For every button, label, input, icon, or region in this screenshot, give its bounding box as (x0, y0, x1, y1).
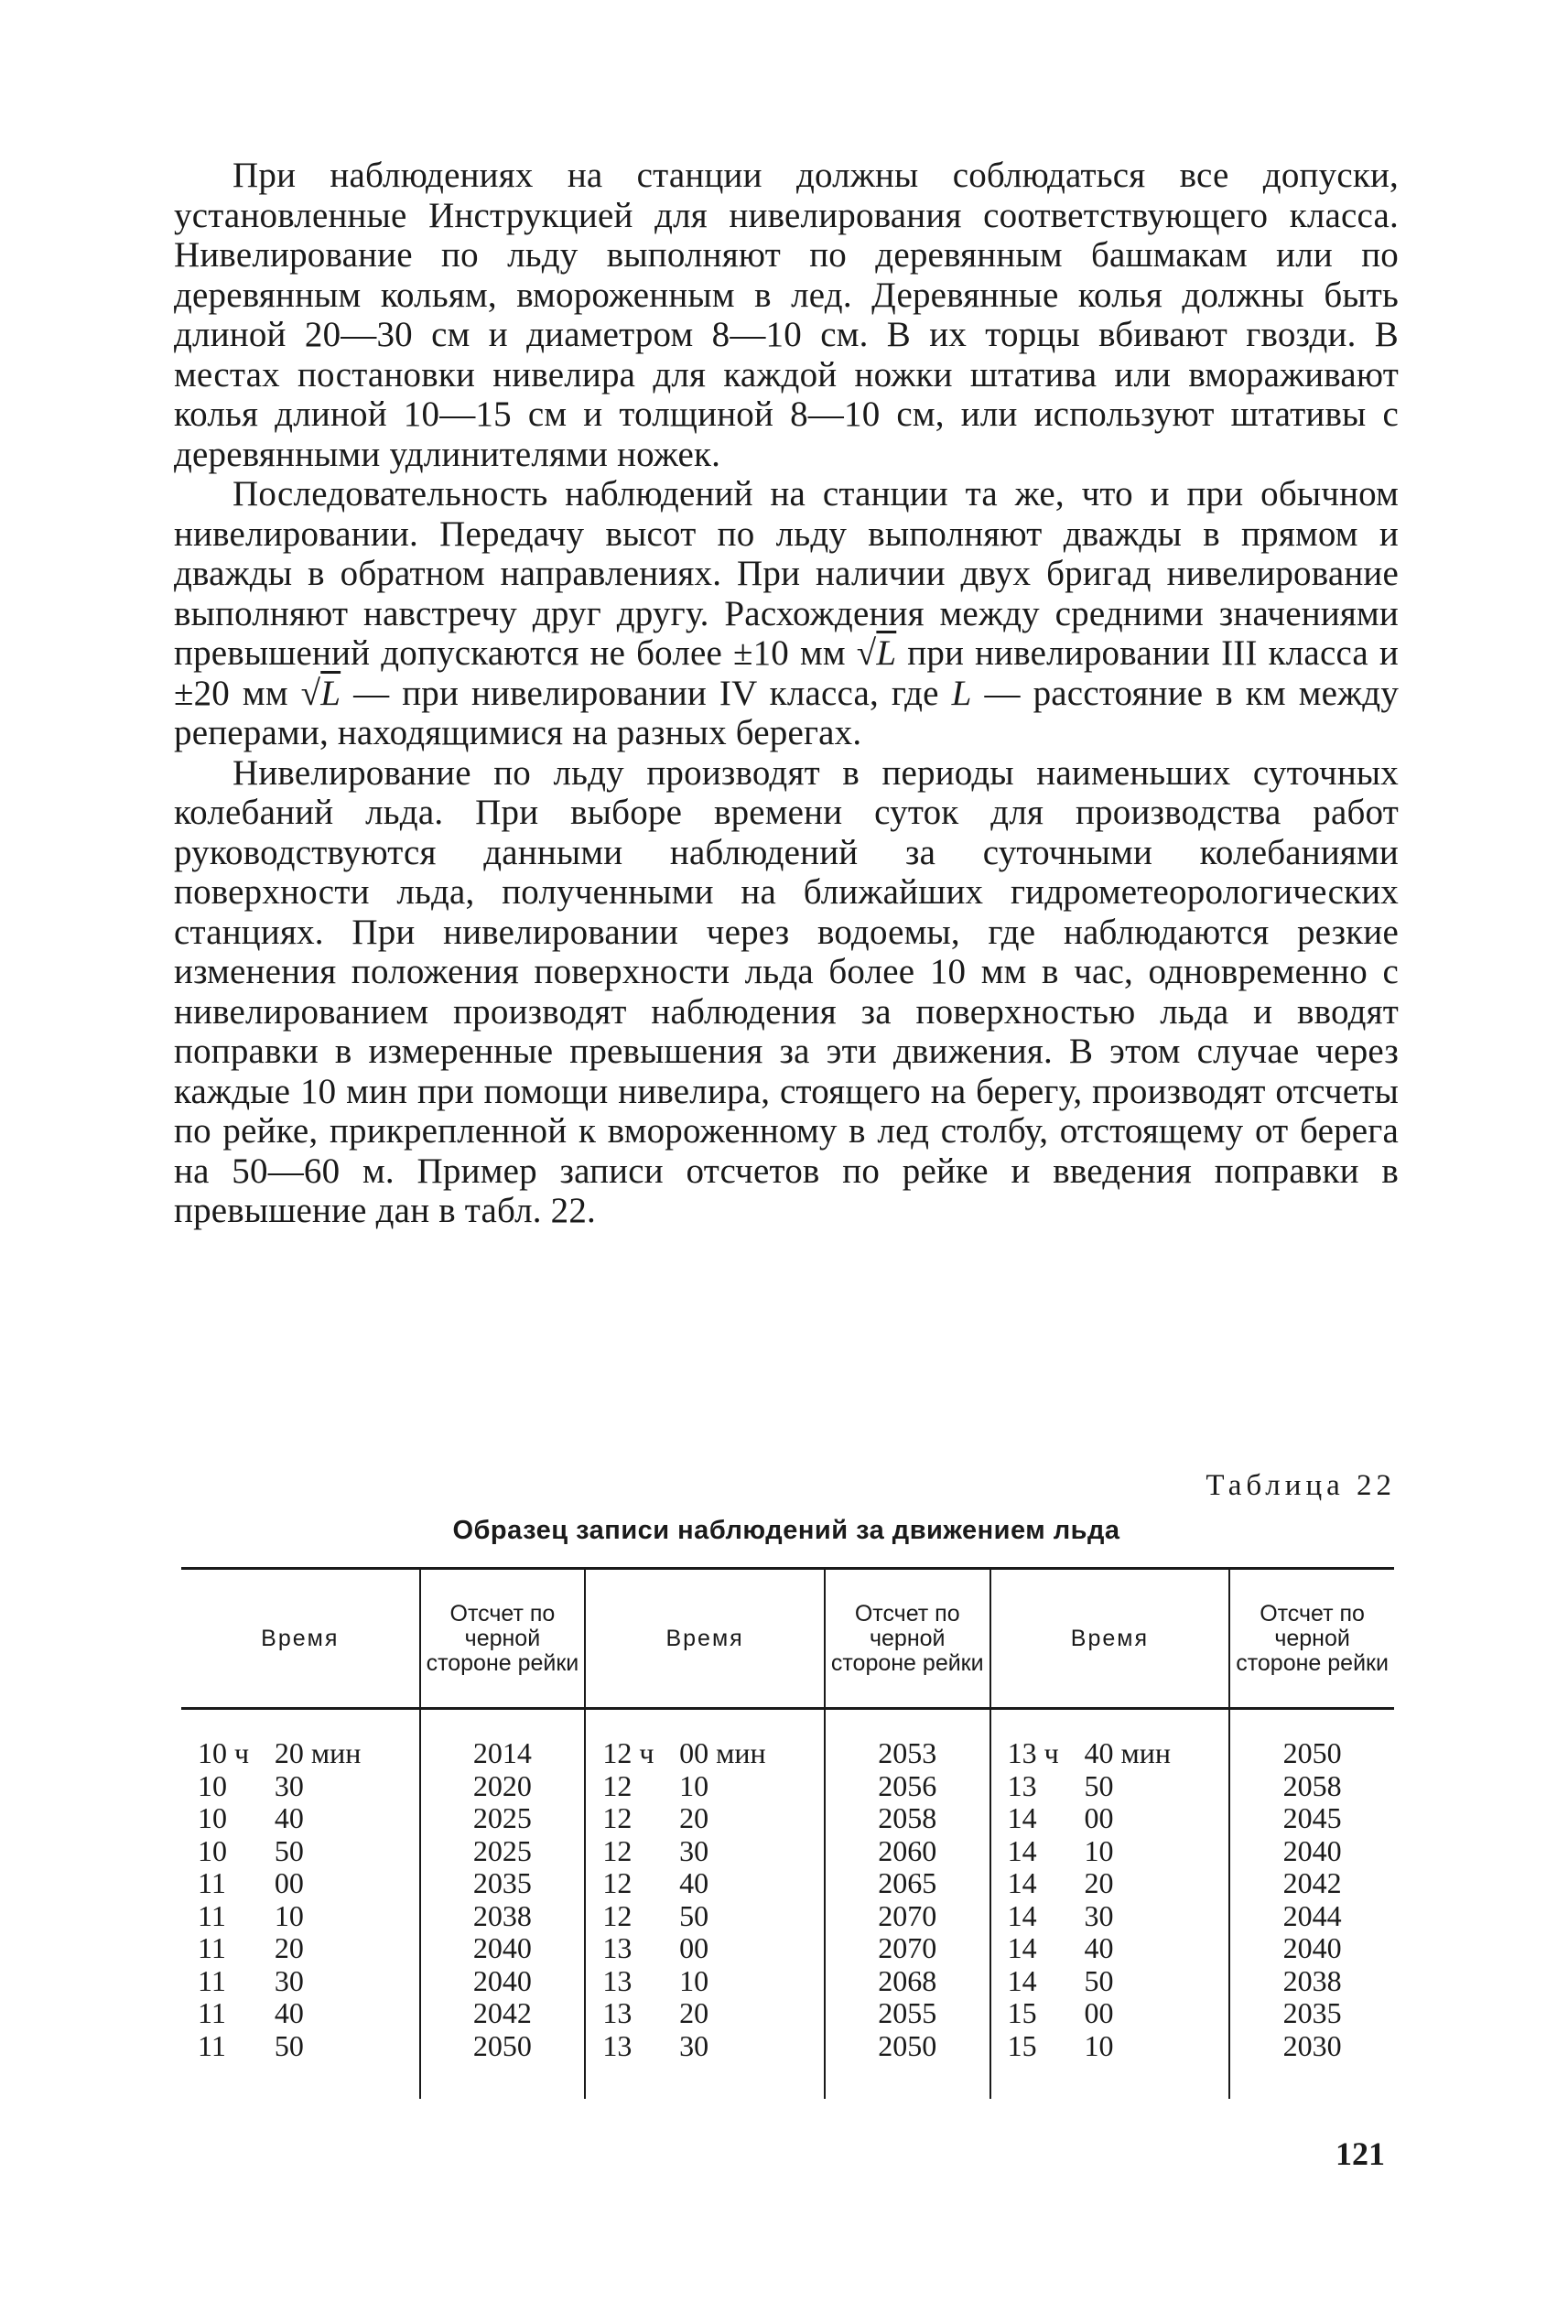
cell-minute-col3: 20 (1084, 1867, 1229, 1900)
header-reading-1: Отсчет по черной стороне рейки (420, 1569, 586, 1709)
cell-reading-col2: 2070 (825, 1932, 990, 1965)
paragraph-2-part-c: — при нивелировании IV класса, где (353, 673, 939, 713)
cell-hour-col1: 11 (198, 1996, 226, 2029)
variable-L: L (951, 673, 972, 713)
cell-reading-col2: 2050 (825, 2030, 990, 2100)
table-body (181, 1709, 1394, 2100)
cell-reading-col2: 2058 (825, 1802, 990, 1835)
cell-reading-col1: 2050 (420, 2030, 586, 2100)
cell-reading-col3: 2030 (1282, 2028, 1342, 2062)
cell-reading-col3: 2040 (1282, 1931, 1342, 1964)
paragraph-2-part-b: при нивелировании III класса и ±20 мм (174, 633, 1400, 713)
cell-minute-col2: 30 (679, 1835, 825, 1868)
cell-hour-col2: 12 (602, 1768, 633, 1802)
cell-hour-col2: 13 (602, 1963, 633, 1997)
cell-reading-col3: 2050 (1282, 1736, 1342, 1769)
cell-minute-col3: 00 (1084, 1802, 1229, 1835)
cell-reading-col1: 2025 (420, 1835, 586, 1868)
table-row (181, 1900, 1394, 1933)
sqrt-formula-2: √L (300, 673, 341, 713)
sqrt-formula-1: √L (856, 633, 897, 673)
table-row (181, 1709, 1394, 1770)
cell-hour-col2: 12 ч (602, 1736, 654, 1769)
cell-hour-col1: 10 (198, 1768, 227, 1802)
cell-minute-col1: 20 мин (275, 1709, 420, 1770)
cell-hour-col3: 14 (1007, 1963, 1037, 1997)
header-reading-2: Отсчет по черной стороне рейки (825, 1569, 990, 1709)
table-row (181, 1965, 1394, 1998)
cell-reading-col1: 2042 (420, 1997, 586, 2030)
cell-reading-col2: 2070 (825, 1900, 990, 1933)
cell-hour-col1: 11 (198, 1866, 226, 1899)
table-row (181, 1932, 1394, 1965)
cell-minute-col2: 30 (679, 2030, 825, 2100)
cell-minute-col1: 50 (275, 1835, 420, 1868)
cell-hour-col1: 11 (198, 1898, 226, 1932)
table-row (181, 1835, 1394, 1868)
cell-reading-col2: 2065 (825, 1867, 990, 1900)
cell-minute-col2: 10 (679, 1965, 825, 1998)
cell-minute-col1: 50 (275, 2030, 420, 2100)
cell-hour-col2: 12 (602, 1898, 633, 1932)
cell-hour-col1: 11 (198, 1931, 226, 1964)
cell-minute-col1: 40 (275, 1997, 420, 2030)
table-row (181, 1802, 1394, 1835)
cell-hour-col1: 10 (198, 1801, 227, 1834)
cell-hour-col3: 14 (1007, 1833, 1037, 1867)
cell-minute-col2: 20 (679, 1802, 825, 1835)
header-time-1: Время (181, 1569, 420, 1709)
cell-reading-col1: 2038 (420, 1900, 586, 1933)
cell-minute-col3: 10 (1084, 2030, 1229, 2100)
cell-minute-col1: 40 (275, 1802, 420, 1835)
body-text (174, 156, 1399, 1231)
header-time-3: Время (990, 1569, 1230, 1709)
cell-minute-col1: 00 (275, 1867, 420, 1900)
cell-hour-col3: 15 (1007, 2028, 1037, 2062)
cell-minute-col2: 00 мин (679, 1709, 825, 1770)
table-title: Образец записи наблюдений за движением льда (452, 1516, 1120, 1545)
cell-reading-col3: 2038 (1282, 1963, 1342, 1997)
cell-minute-col2: 20 (679, 1997, 825, 2030)
cell-reading-col3: 2058 (1282, 1768, 1342, 1802)
cell-reading-col2: 2053 (825, 1709, 990, 1770)
cell-hour-col3: 13 ч (1007, 1736, 1059, 1769)
cell-reading-col1: 2014 (420, 1709, 586, 1770)
paragraph-1: При наблюдениях на станции должны соблюдаться все допуски, установленные Инструкцией для нивелирования соответствующего класса. Нивелирование по льду выполняют по деревянным башмакам или по деревянным кольям, вмороженным в лед. Деревянные колья должны быть длиной 20—30 см и диаметром 8—10 см. В их торцы вбивают гвозди. В местах постановки нивелира для каждой ножки штатива или вмораживают колья длиной 10—15 см и толщиной 8—10 см, или используют штативы с деревянными удлинителями ножек. (174, 156, 1399, 474)
cell-minute-col3: 30 (1084, 1900, 1229, 1933)
cell-minute-col3: 00 (1084, 1997, 1229, 2030)
paragraph-2-part-a: Последовательность наблюдений на станции та же, что и при обычном нивелировании. Передачу высот по льду выполняют дважды в прямом и дважды в обратном направлениях. При наличии двух бригад нивелирование выполняют навстречу друг другу. Расхождения между средними значениями превышений допускаются не более ±10 мм (174, 474, 1399, 673)
cell-hour-col2: 12 (602, 1801, 633, 1834)
cell-reading-col3: 2040 (1282, 1833, 1342, 1867)
cell-minute-col1: 10 (275, 1900, 420, 1933)
cell-hour-col3: 14 (1007, 1898, 1037, 1932)
cell-minute-col1: 20 (275, 1932, 420, 1965)
table-row (181, 1997, 1394, 2030)
cell-reading-col2: 2056 (825, 1770, 990, 1803)
cell-hour-col3: 14 (1007, 1931, 1037, 1964)
cell-hour-col3: 13 (1007, 1768, 1037, 1802)
cell-hour-col1: 11 (198, 2028, 226, 2062)
cell-minute-col2: 00 (679, 1932, 825, 1965)
cell-minute-col1: 30 (275, 1770, 420, 1803)
cell-minute-col2: 40 (679, 1867, 825, 1900)
cell-hour-col3: 14 (1007, 1801, 1037, 1834)
cell-hour-col3: 15 (1007, 1996, 1037, 2029)
paragraph-3: Нивелирование по льду производят в периоды наименьших суточных колебаний льда. При выборе времени суток для производства работ руководствуются данными наблюдений за суточными колебаниями поверхности льда, полученными на ближайших гидрометеорологических станциях. При нивелировании через водоемы, где наблюдаются резкие изменения положения поверхности льда более 10 мм в час, одновременно с нивелированием производят наблюдения за поверхностью льда и вводят поправки в измеренные превышения за эти движения. В этом случае через каждые 10 мин при помощи нивелира, стоящего на берегу, производят отсчеты по рейке, прикрепленной к вмороженному в лед столбу, отстоящему от берега на 50—60 м. Пример записи отсчетов по рейке и введения поправки в превышение дан в табл. 22. (174, 752, 1399, 1230)
cell-reading-col2: 2060 (825, 1835, 990, 1868)
cell-hour-col2: 12 (602, 1833, 633, 1867)
cell-hour-col3: 14 (1007, 1866, 1037, 1899)
cell-minute-col3: 50 (1084, 1965, 1229, 1998)
cell-hour-col1: 10 (198, 1833, 227, 1867)
cell-hour-col1: 10 ч (198, 1736, 250, 1769)
header-time-2: Время (585, 1569, 825, 1709)
cell-reading-col1: 2040 (420, 1932, 586, 1965)
ice-movement-table (181, 1567, 1394, 2099)
cell-reading-col3: 2042 (1282, 1866, 1342, 1899)
cell-minute-col3: 40 мин (1084, 1709, 1229, 1770)
cell-hour-col1: 11 (198, 1963, 226, 1997)
cell-hour-col2: 13 (602, 1996, 633, 2029)
table-header-row (181, 1569, 1394, 1709)
cell-minute-col3: 40 (1084, 1932, 1229, 1965)
header-reading-3: Отсчет по черной стороне рейки (1229, 1569, 1394, 1709)
cell-hour-col2: 13 (602, 2028, 633, 2062)
table-row (181, 1770, 1394, 1803)
table-row (181, 1867, 1394, 1900)
table-label: Таблица 22 (1206, 1469, 1396, 1502)
cell-hour-col2: 12 (602, 1866, 633, 1899)
paragraph-2-part-d: — расстояние в км между реперами, находящимися на разных берегах. (174, 673, 1400, 752)
cell-reading-col1: 2035 (420, 1867, 586, 1900)
cell-reading-col1: 2040 (420, 1965, 586, 1998)
table-row (181, 2030, 1394, 2100)
cell-reading-col3: 2035 (1282, 1996, 1342, 2029)
cell-minute-col1: 30 (275, 1965, 420, 1998)
cell-reading-col2: 2068 (825, 1965, 990, 1998)
cell-reading-col1: 2020 (420, 1770, 586, 1803)
cell-minute-col3: 50 (1084, 1770, 1229, 1803)
cell-reading-col1: 2025 (420, 1802, 586, 1835)
page-number: 121 (1336, 2135, 1385, 2172)
paragraph-2 (174, 474, 1399, 753)
cell-reading-col3: 2044 (1282, 1898, 1342, 1932)
cell-reading-col3: 2045 (1282, 1801, 1342, 1834)
cell-minute-col2: 50 (679, 1900, 825, 1933)
cell-reading-col2: 2055 (825, 1997, 990, 2030)
cell-hour-col2: 13 (602, 1931, 633, 1964)
cell-minute-col3: 10 (1084, 1835, 1229, 1868)
cell-minute-col2: 10 (679, 1770, 825, 1803)
